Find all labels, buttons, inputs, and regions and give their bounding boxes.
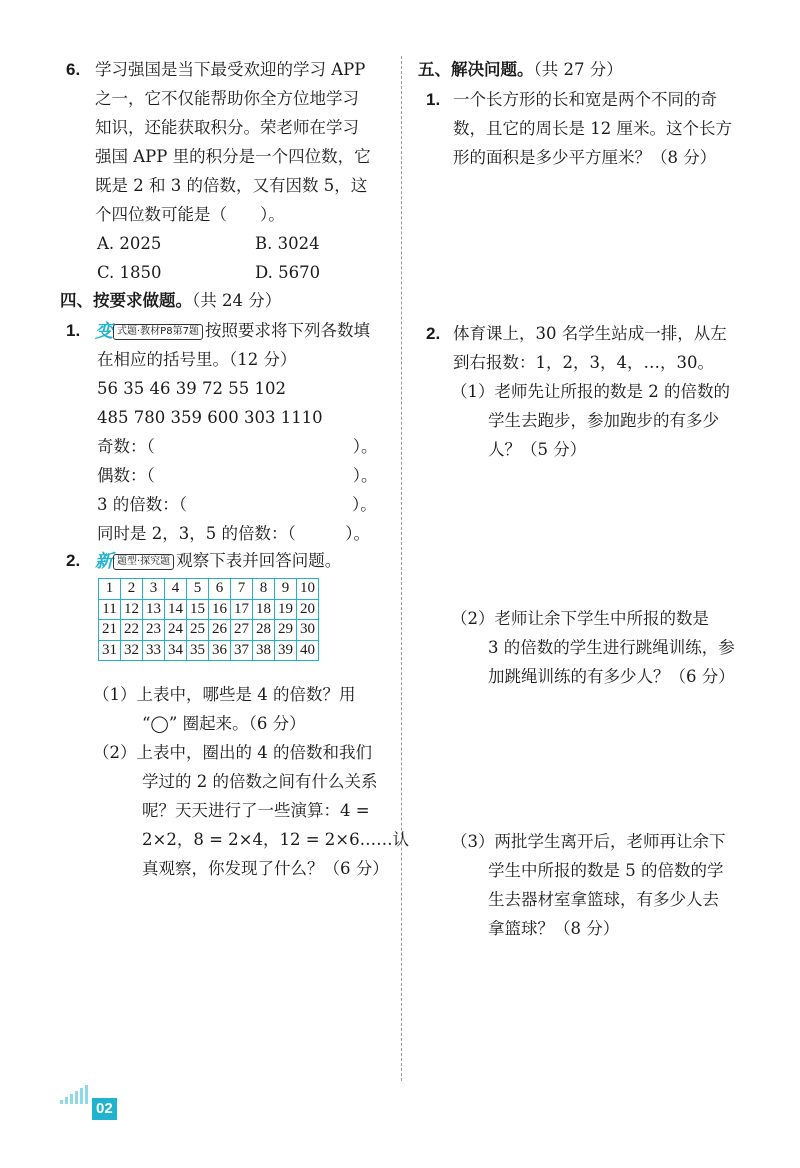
option-b: B. 3024: [255, 234, 320, 253]
q4-1-number: 1.: [66, 321, 81, 340]
q5-2-sub2-line-1: （2）老师让余下学生中所报的数是: [451, 609, 709, 628]
q4-1-line-2: 在相应的括号里。（12 分）: [97, 350, 297, 369]
table-cell: 27: [231, 620, 253, 641]
table-cell: 11: [99, 599, 121, 620]
q4-2-text: 观察下表并回答问题。: [176, 551, 342, 570]
section-4-title: 四、按要求做题。: [60, 291, 192, 310]
number-table: [98, 578, 319, 661]
q5-2-sub3-line-3: 生去器材室拿篮球，有多少人去: [488, 890, 719, 909]
table-row: [99, 640, 319, 661]
table-cell: 3: [143, 579, 165, 600]
question-6-line-1: 学习强国是当下最受欢迎的学习 APP: [95, 60, 366, 79]
option-d: D. 5670: [255, 263, 321, 282]
table-cell: 28: [253, 620, 275, 641]
q4-2-sub1-line-1: （1）上表中，哪些是 4 的倍数？用: [93, 685, 356, 704]
number-list-row-2: 485 780 359 600 303 1110: [97, 408, 323, 427]
variant-tag-label: 式题·教材P8第7题: [113, 324, 203, 340]
question-6-line-6: 个四位数可能是（ ）。: [95, 205, 285, 224]
q4-2-sub2-line-3: 呢？天天进行了一些演算：4 =: [142, 801, 370, 820]
q4-1-line-1: [95, 320, 370, 343]
question-6-line-2: 之一，它不仅能帮助你全方位地学习: [95, 89, 359, 108]
table-cell: 17: [231, 599, 253, 620]
table-cell: 19: [275, 599, 297, 620]
option-c: C. 1850: [97, 263, 162, 282]
q5-2-sub3-line-2: 学生中所报的数是 5 的倍数的学: [488, 861, 724, 880]
q5-2-number: 2.: [426, 324, 441, 343]
section-5-heading: [418, 59, 623, 81]
table-cell: 34: [165, 640, 187, 661]
q5-1-line-2: 数，且它的周长是 12 厘米。这个长方: [453, 119, 732, 138]
table-cell: 16: [209, 599, 231, 620]
section-5-title: 五、解决问题。: [418, 60, 534, 79]
table-cell: 5: [187, 579, 209, 600]
page-number: 02: [92, 1098, 117, 1120]
table-cell: 14: [165, 599, 187, 620]
q4-2-sub2-line-4: 2×2，8 = 2×4，12 = 2×6……认: [142, 830, 410, 849]
table-cell: 38: [253, 640, 275, 661]
question-6-line-3: 知识，还能获取积分。荣老师在学习: [95, 118, 359, 137]
section-4-points: （共 24 分）: [192, 291, 282, 310]
q4-1-text: 按照要求将下列各数填: [204, 321, 370, 340]
table-cell: 40: [297, 640, 319, 661]
new-tag: [95, 551, 174, 573]
table-cell: 23: [143, 620, 165, 641]
table-cell: 21: [99, 620, 121, 641]
table-cell: 8: [253, 579, 275, 600]
table-cell: 25: [187, 620, 209, 641]
table-cell: 13: [143, 599, 165, 620]
table-row: [99, 620, 319, 641]
option-a: A. 2025: [97, 234, 162, 253]
table-cell: 30: [297, 620, 319, 641]
table-cell: 26: [209, 620, 231, 641]
q5-2-line-1: 体育课上，30 名学生站成一排，从左: [453, 324, 727, 343]
table-cell: 12: [121, 599, 143, 620]
q5-2-sub2-line-2: 3 的倍数的学生进行跳绳训练，参: [488, 638, 735, 657]
table-row: [99, 579, 319, 600]
q5-2-line-2: 到右报数：1，2，3，4，…，30。: [453, 353, 714, 372]
question-6-line-5: 既是 2 和 3 的倍数，又有因数 5，这: [95, 176, 368, 195]
table-cell: 4: [165, 579, 187, 600]
variant-tag: [95, 321, 203, 343]
section-5-points: （共 27 分）: [533, 60, 623, 79]
fill-even: 偶数：（ ）。: [97, 466, 378, 485]
table-cell: 33: [143, 640, 165, 661]
table-cell: 1: [99, 579, 121, 600]
q5-2-sub1-line-1: （1）老师先让所报的数是 2 的倍数的: [451, 382, 730, 401]
new-tag-mark: 新: [95, 550, 113, 572]
table-cell: 15: [187, 599, 209, 620]
table-cell: 35: [187, 640, 209, 661]
fill-multiple-235: 同时是 2，3，5 的倍数：（ ）。: [97, 524, 370, 543]
table-cell: 2: [121, 579, 143, 600]
new-tag-label: 题型·探究题: [113, 554, 174, 570]
q4-2-number: 2.: [66, 551, 81, 570]
q4-2-sub2-line-1: （2）上表中，圈出的 4 的倍数和我们: [93, 743, 372, 762]
table-cell: 32: [121, 640, 143, 661]
q4-2-sub2-line-2: 学过的 2 的倍数之间有什么关系: [142, 772, 378, 791]
section-4-heading: [60, 290, 281, 312]
fill-multiple-3: 3 的倍数：（ ）。: [97, 495, 377, 514]
column-divider: [401, 56, 402, 1081]
table-cell: 7: [231, 579, 253, 600]
q5-1-line-3: 形的面积是多少平方厘米？（8 分）: [453, 148, 717, 167]
question-6-line-4: 强国 APP 里的积分是一个四位数，它: [95, 147, 371, 166]
table-cell: 39: [275, 640, 297, 661]
q5-2-sub3-line-4: 拿篮球？（8 分）: [488, 919, 620, 938]
table-cell: 18: [253, 599, 275, 620]
q5-1-number: 1.: [426, 90, 441, 109]
question-6-number: 6.: [66, 60, 81, 79]
q4-2-line-1: [95, 550, 341, 573]
table-cell: 29: [275, 620, 297, 641]
q5-2-sub1-line-2: 学生去跑步，参加跑步的有多少: [488, 411, 719, 430]
q5-2-sub1-line-3: 人？（5 分）: [488, 440, 587, 459]
table-cell: 37: [231, 640, 253, 661]
variant-tag-mark: 变: [95, 320, 113, 342]
table-cell: 20: [297, 599, 319, 620]
q5-1-line-1: 一个长方形的长和宽是两个不同的奇: [453, 90, 717, 109]
table-cell: 22: [121, 620, 143, 641]
number-list-row-1: 56 35 46 39 72 55 102: [97, 379, 286, 398]
fill-odd: 奇数：（ ）。: [97, 437, 378, 456]
table-cell: 36: [209, 640, 231, 661]
table-cell: 10: [297, 579, 319, 600]
q5-2-sub3-line-1: （3）两批学生离开后，老师再让余下: [451, 832, 726, 851]
q4-2-sub1-line-2: “◯” 圈起来。（6 分）: [142, 714, 306, 733]
q4-2-sub2-line-5: 真观察，你发现了什么？（6 分）: [142, 859, 389, 878]
table-cell: 31: [99, 640, 121, 661]
table-row: [99, 599, 319, 620]
table-cell: 24: [165, 620, 187, 641]
q5-2-sub2-line-3: 加跳绳训练的有多少人？（6 分）: [488, 667, 735, 686]
table-cell: 6: [209, 579, 231, 600]
table-cell: 9: [275, 579, 297, 600]
